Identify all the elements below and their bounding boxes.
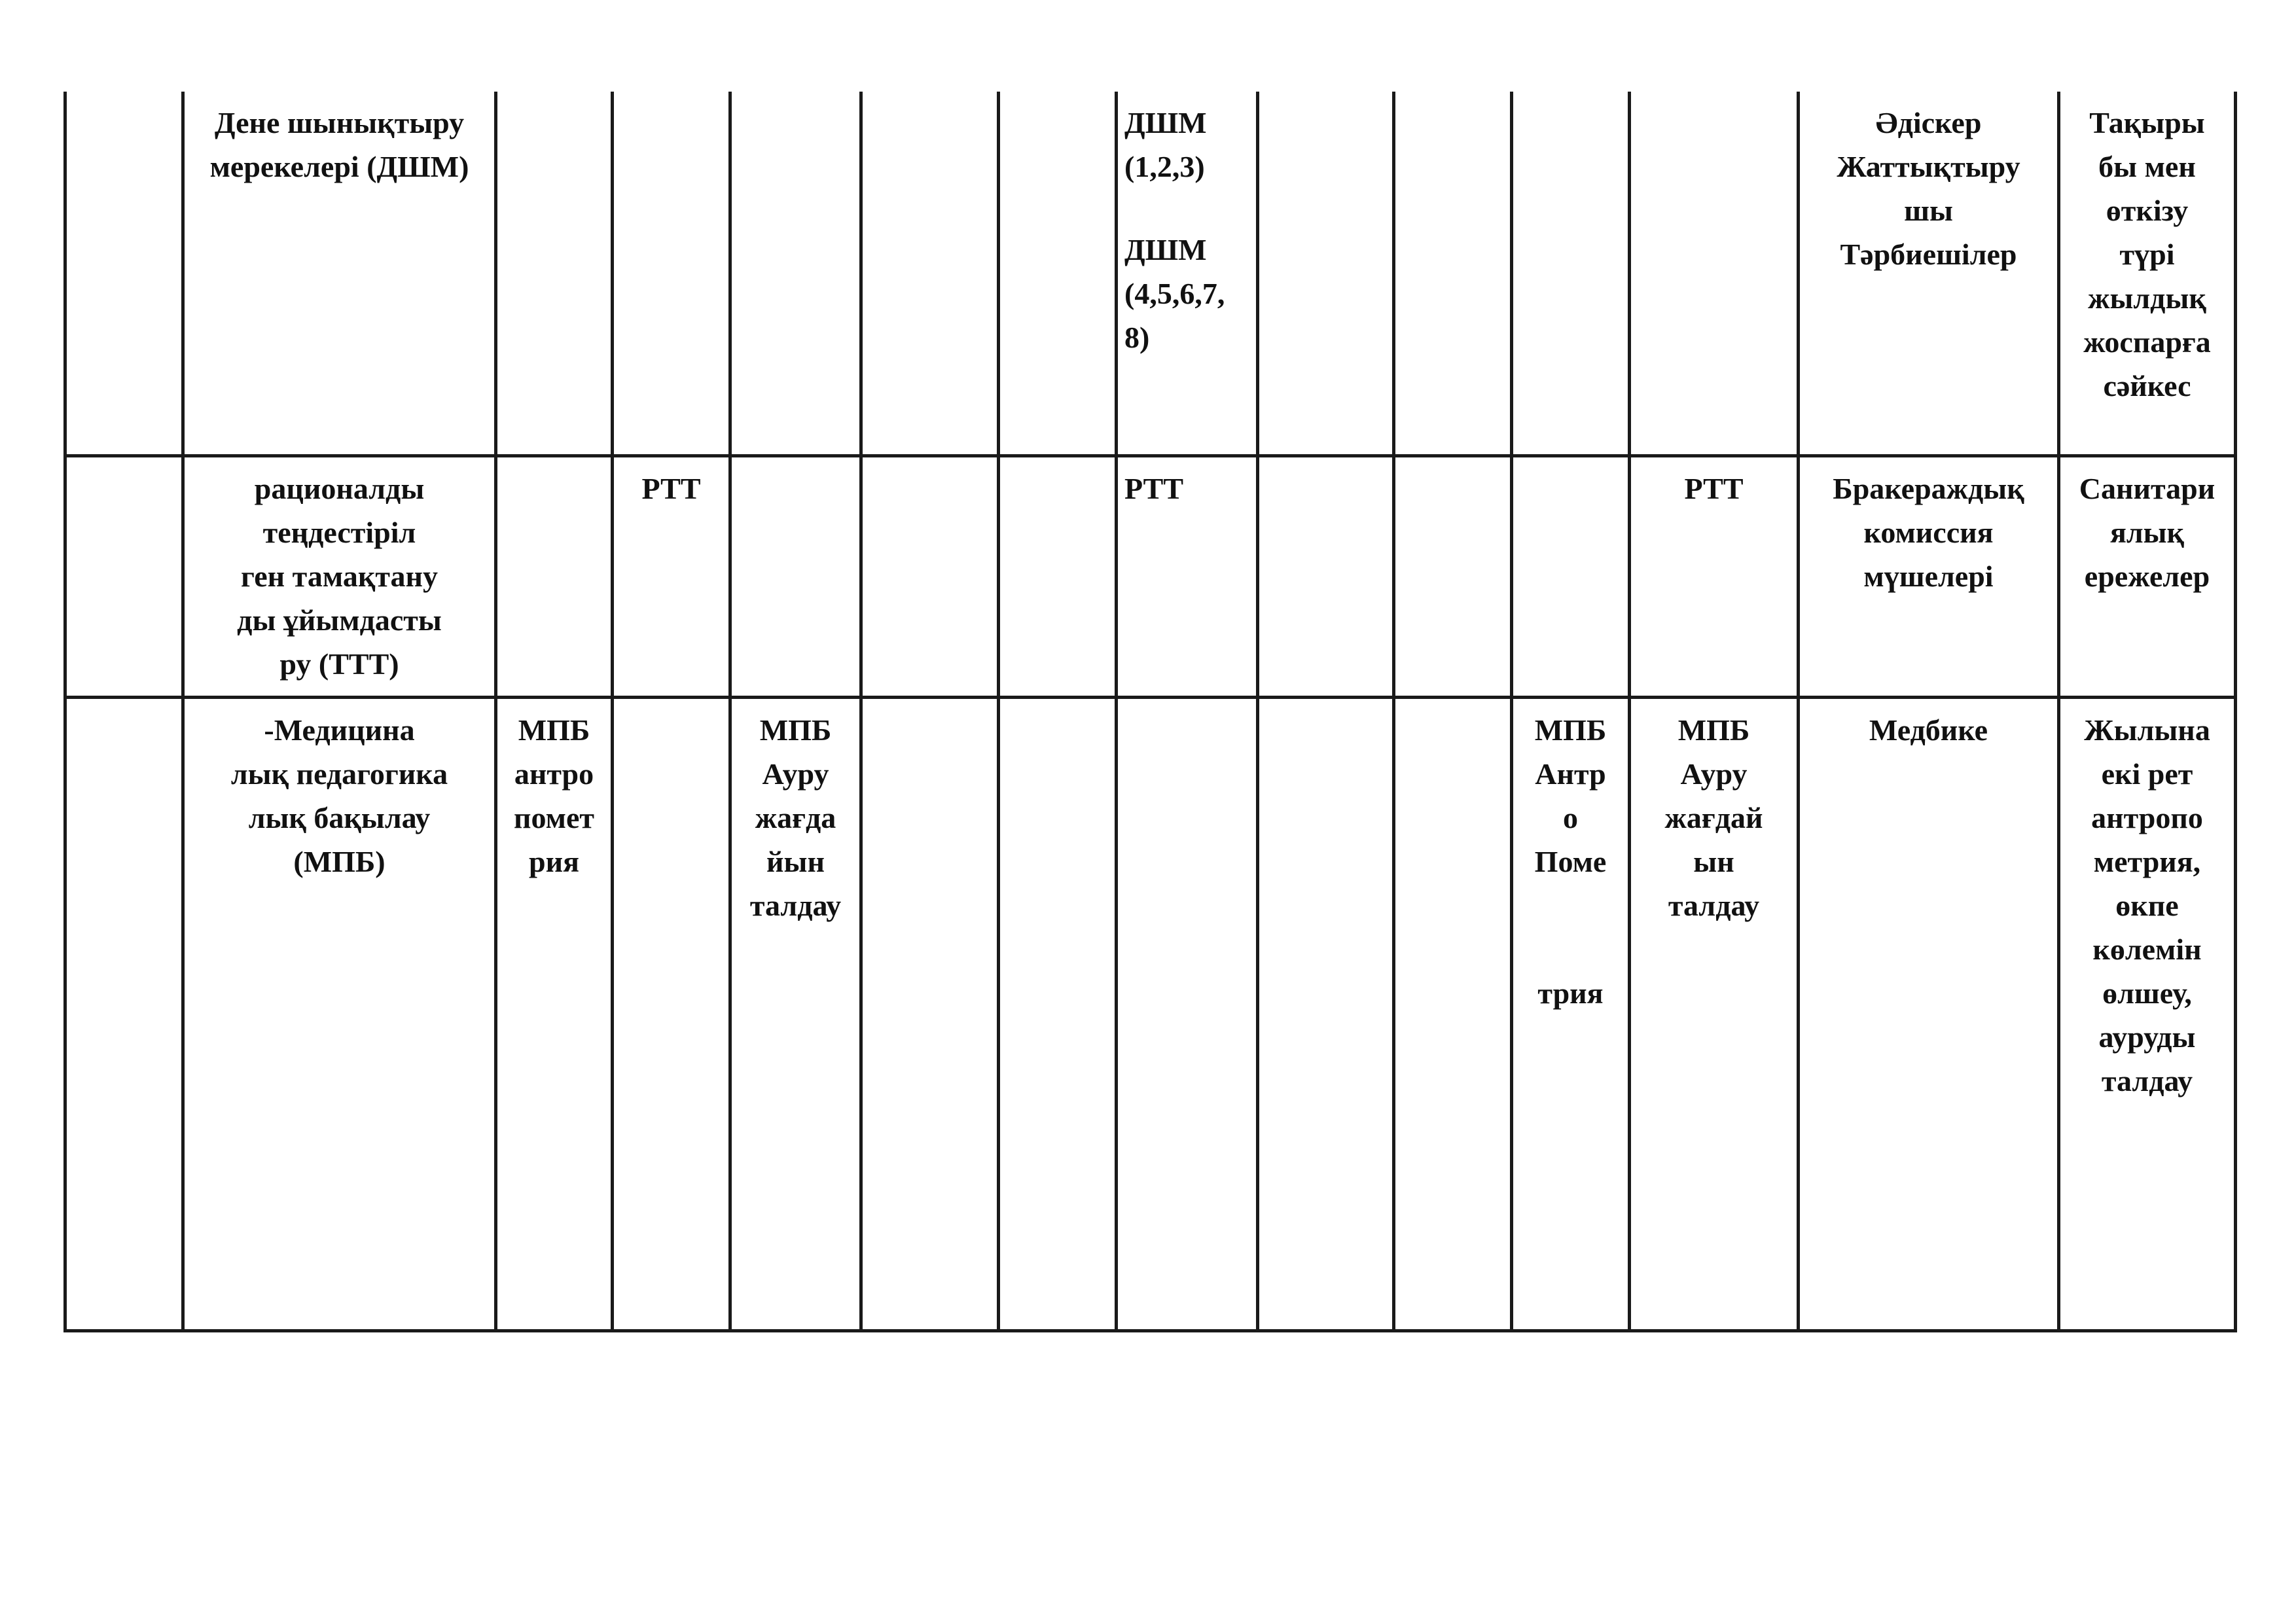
month-cell — [1512, 456, 1630, 698]
month-cell — [861, 92, 999, 456]
note-cell: Жылына екі рет антропо метрия, өкпе көлемін өлшеу, ауруды талдау — [2059, 698, 2236, 1331]
responsible-cell: Бракераждық комиссия мүшелері — [1799, 456, 2059, 698]
month-cell: РТТ — [1630, 456, 1799, 698]
month-cell — [999, 456, 1117, 698]
note-cell: Тақыры бы мен өткізу түрі жылдық жоспарға сәйкес — [2059, 92, 2236, 456]
responsible-cell: Әдіскер Жаттықтыру шы Тәрбиешілер — [1799, 92, 2059, 456]
month-cell — [613, 92, 730, 456]
month-cell — [1630, 92, 1799, 456]
table-row — [65, 698, 2236, 1331]
note-cell: Санитари ялық ережелер — [2059, 456, 2236, 698]
month-cell — [1117, 92, 1258, 456]
month-cell — [1394, 92, 1512, 456]
table-row — [65, 92, 2236, 456]
month-cell: МПБ Антр о Поме трия — [1512, 698, 1630, 1331]
month-cell: МПБ Ауру жағда йын талдау — [730, 698, 861, 1331]
month-cell — [496, 456, 613, 698]
month-cell — [999, 698, 1117, 1331]
event-cell: рационалды теңдестіріл ген тамақтану ды ұйымдасты ру (ТТТ) — [183, 456, 496, 698]
row-number-cell — [65, 456, 183, 698]
month-cell — [999, 92, 1117, 456]
month-cell — [1117, 698, 1258, 1331]
dshm-group-2: ДШМ (4,5,6,7, 8) — [1124, 233, 1225, 354]
responsible-cell: Медбике — [1799, 698, 2059, 1331]
month-cell — [613, 698, 730, 1331]
month-cell — [861, 456, 999, 698]
annual-plan-table — [63, 92, 2237, 1332]
row-number-cell — [65, 92, 183, 456]
month-cell — [730, 92, 861, 456]
month-cell: РТТ — [1117, 456, 1258, 698]
month-cell — [1258, 92, 1394, 456]
event-cell: -Медицина лық педагогика лық бақылау (МПБ) — [183, 698, 496, 1331]
month-cell: РТТ — [613, 456, 730, 698]
month-cell — [730, 456, 861, 698]
month-cell — [496, 92, 613, 456]
month-cell: МПБ Ауру жағдай ын талдау — [1630, 698, 1799, 1331]
table-row — [65, 456, 2236, 698]
month-cell — [1258, 698, 1394, 1331]
month-cell: МПБ антро помет рия — [496, 698, 613, 1331]
event-cell: Дене шынықтыру мерекелері (ДШМ) — [183, 92, 496, 456]
row-number-cell — [65, 698, 183, 1331]
month-cell — [1394, 456, 1512, 698]
month-cell — [1394, 698, 1512, 1331]
dshm-group-1: ДШМ (1,2,3) — [1124, 106, 1207, 183]
month-cell — [1512, 92, 1630, 456]
month-cell — [1258, 456, 1394, 698]
month-cell — [861, 698, 999, 1331]
